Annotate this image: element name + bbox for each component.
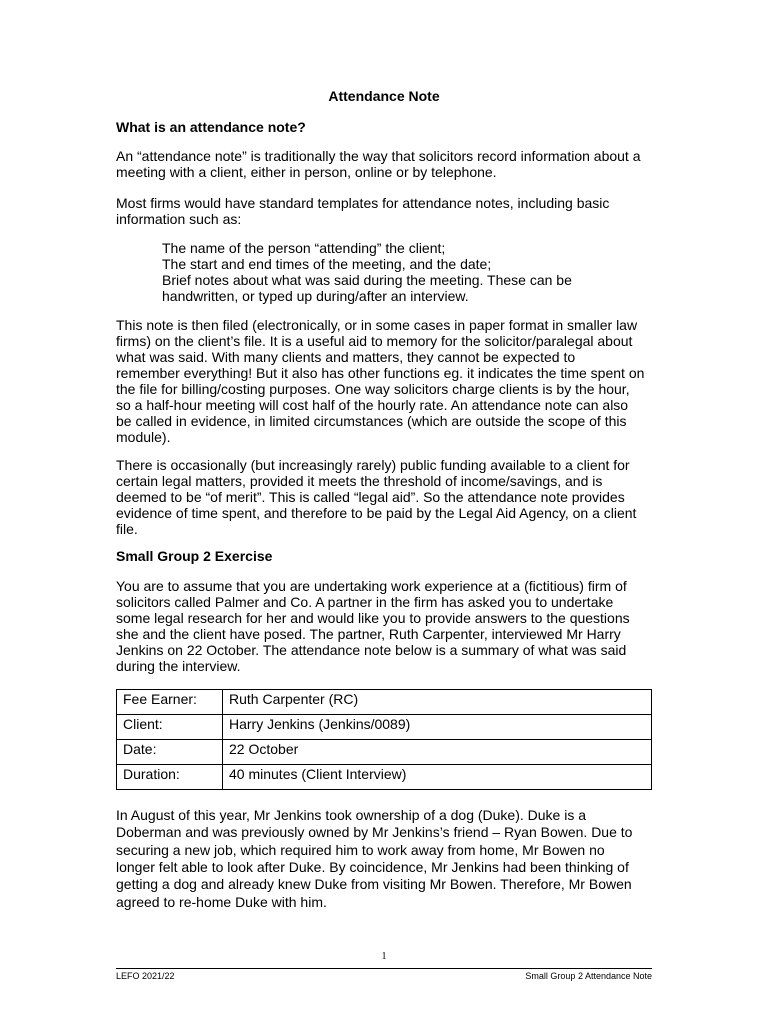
table-row xyxy=(117,715,652,740)
paragraph-line: be called in evidence, in limited circumstances (which are outside the scope of this xyxy=(116,413,627,429)
paragraph-line: Jenkins on 22 October. The attendance note below is a summary of what was said xyxy=(116,642,627,658)
paragraph-line: securing a new job, which required him to work away from home, Mr Bowen no xyxy=(116,841,605,858)
list-item: handwritten, or typed up during/after an interview. xyxy=(162,288,469,304)
paragraph-line: getting a dog and already knew Duke from visiting Mr Bowen. Therefore, Mr Bowen xyxy=(116,876,632,893)
field-value: Harry Jenkins (Jenkins/0089) xyxy=(223,715,652,740)
list-item: Brief notes about what was said during the meeting. These can be xyxy=(162,272,572,288)
paragraph-line: longer felt able to look after Duke. By coincidence, Mr Jenkins had been thinking of xyxy=(116,858,629,875)
field-value: 22 October xyxy=(223,740,652,765)
footer-left: LEFO 2021/22 xyxy=(116,971,175,981)
footer-right: Small Group 2 Attendance Note xyxy=(525,971,652,981)
paragraph-line: remember everything! But it also has other functions eg. it indicates the time spent on xyxy=(116,365,645,381)
paragraph-line: This note is then filed (electronically, or in some cases in paper format in smaller law xyxy=(116,317,638,333)
attendance-details-table xyxy=(116,689,652,790)
paragraph-line: An “attendance note” is traditionally the way that solicitors record information about a xyxy=(116,148,641,164)
list-item: The start and end times of the meeting, and the date; xyxy=(162,256,492,272)
field-value: 40 minutes (Client Interview) xyxy=(223,765,652,790)
paragraph-line: some legal research for her and would like you to provide answers to the questions xyxy=(116,610,630,626)
paragraph-line: solicitors called Palmer and Co. A partner in the firm has asked you to undertake xyxy=(116,594,614,610)
section-heading: What is an attendance note? xyxy=(116,119,306,135)
paragraph-line: during the interview. xyxy=(116,658,241,674)
field-label: Fee Earner: xyxy=(117,690,223,715)
paragraph-line: You are to assume that you are undertaking work experience at a (fictitious) firm of xyxy=(116,578,627,594)
footer-divider xyxy=(116,968,652,969)
paragraph-line: file. xyxy=(116,521,138,537)
table-row xyxy=(117,765,652,790)
paragraph-line: firms) on the client’s file. It is a useful aid to memory for the solicitor/paralegal about xyxy=(116,333,633,349)
list-item: The name of the person “attending” the client; xyxy=(162,240,446,256)
paragraph-line: the file for billing/costing purposes. One way solicitors charge clients is by the hour, xyxy=(116,381,630,397)
field-label: Duration: xyxy=(117,765,223,790)
paragraph-line: There is occasionally (but increasingly rarely) public funding available to a client for xyxy=(116,457,630,473)
paragraph-line: agreed to re-home Duke with him. xyxy=(116,893,327,910)
document-title: Attendance Note xyxy=(328,88,440,104)
section-heading: Small Group 2 Exercise xyxy=(116,548,273,564)
paragraph-line: module). xyxy=(116,429,171,445)
field-value: Ruth Carpenter (RC) xyxy=(223,690,652,715)
paragraph-line: Most firms would have standard templates for attendance notes, including basic xyxy=(116,195,610,211)
paragraph-line: information such as: xyxy=(116,211,242,227)
table-row xyxy=(117,740,652,765)
paragraph-line: evidence of time spent, and therefore to be paid by the Legal Aid Agency, on a client xyxy=(116,505,637,521)
page-number: 1 xyxy=(381,951,387,962)
paragraph-line: meeting with a client, either in person, online or by telephone. xyxy=(116,164,497,180)
table-row xyxy=(117,690,652,715)
paragraph-line: In August of this year, Mr Jenkins took ownership of a dog (Duke). Duke is a xyxy=(116,807,587,823)
paragraph-line: what was said. With many clients and matters, they cannot be expected to xyxy=(116,349,576,365)
paragraph-line: so a half-hour meeting will cost half of the hourly rate. An attendance note can also xyxy=(116,397,629,413)
paragraph-line: she and the client have posed. The partner, Ruth Carpenter, interviewed Mr Harry xyxy=(116,626,621,642)
paragraph-line: deemed to be “of merit”. This is called “legal aid”. So the attendance note provides xyxy=(116,489,625,505)
field-label: Date: xyxy=(117,740,223,765)
field-label: Client: xyxy=(117,715,223,740)
paragraph-line: certain legal matters, provided it meets the threshold of income/savings, and is xyxy=(116,473,603,489)
paragraph-line: Doberman and was previously owned by Mr Jenkins’s friend – Ryan Bowen. Due to xyxy=(116,824,633,841)
